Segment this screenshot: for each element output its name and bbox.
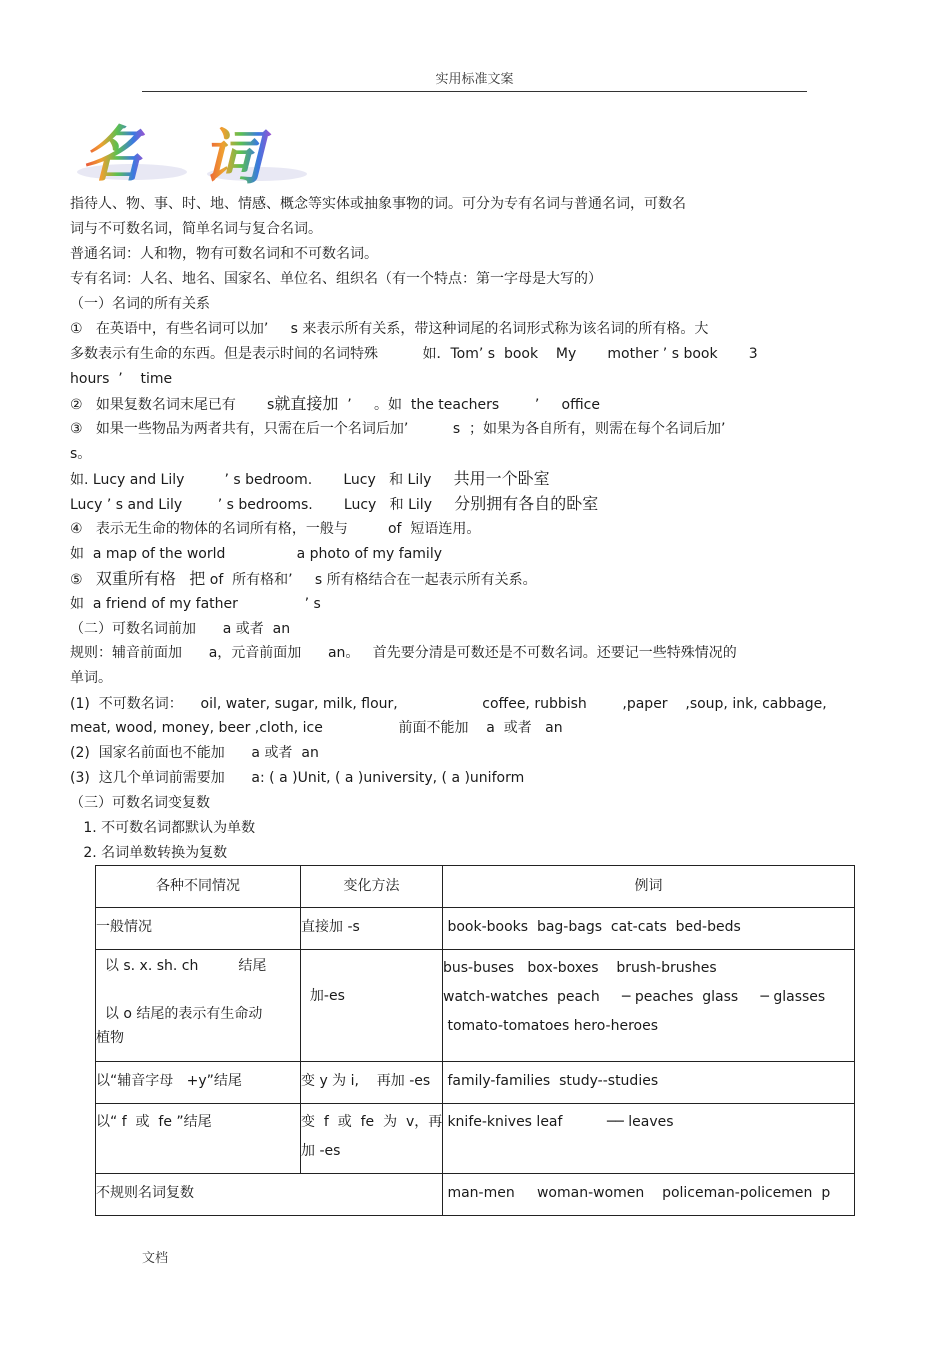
- special-a-line: (3) 这几个单词前需要加 a: ( a )Unit, ( a )university, ( a )uniform: [70, 770, 525, 786]
- rule-3-example-1-emphasis: 共用一个卧室: [453, 469, 550, 488]
- table-cell-method: 直接加 -s: [301, 908, 443, 950]
- table-cell-case: 不规则名词复数: [96, 1174, 443, 1216]
- intro-line-2: 词与不可数名词，简单名词与复合名词。: [70, 221, 322, 237]
- table-row: [96, 908, 855, 950]
- rule-2-emphasis: 就直接加: [274, 394, 339, 413]
- intro-line-1: 指待人、物、事、时、地、情感、概念等实体或抽象事物的词。可分为专有名词与普通名词，可数名: [70, 196, 686, 212]
- rule-1-line-3: hours ’ time: [70, 371, 173, 387]
- table-header-method: 变化方法: [301, 866, 443, 908]
- table-row: [96, 1104, 855, 1174]
- rule-3-example-2-emphasis: 分别拥有各自的卧室: [454, 494, 599, 513]
- country-name-line: (2) 国家名前面也不能加 a 或者 an: [70, 745, 319, 761]
- rule-2-line: [70, 394, 600, 415]
- common-noun-line: 普通名词：人和物，物有可数名词和不可数名词。: [70, 246, 378, 262]
- table-row: [96, 950, 855, 1062]
- table-cell-example: bus-buses box-boxes brush-brushes watch-watches peach ─ peaches glass ─ glasses tomato-tomatoes hero-heroes: [443, 950, 855, 1062]
- table-cell-example: man-men woman-women policeman-policemen p: [443, 1174, 855, 1216]
- rule-5-line: [70, 569, 537, 590]
- rule-3-example-2: [70, 494, 598, 515]
- header-divider: [142, 91, 807, 92]
- uncountable-line-1: (1) 不可数名词： oil, water, sugar, milk, flour, coffee, rubbish ,paper ,soup, ink, cabbage,: [70, 696, 827, 712]
- rule-4-example: 如 a map of the world a photo of my family: [70, 546, 442, 562]
- proper-noun-line: 专有名词：人名、地名、国家名、单位名、组织名（有一个特点：第一字母是大写的）: [70, 271, 602, 287]
- rule-5-emphasis: 双重所有格: [95, 569, 176, 588]
- rule-5-example: 如 a friend of my father ’ s: [70, 596, 321, 612]
- table-header-row: [96, 866, 855, 908]
- svg-text:名: 名: [82, 120, 142, 190]
- rule-3-example-1-text: 如. Lucy and Lily ’ s bedroom. Lucy 和 Lily: [70, 472, 432, 488]
- rule-1-line-2: 多数表示有生命的东西。但是表示时间的名词特殊 如．Tom’ s book My mother ’ s book 3: [70, 346, 758, 362]
- table-cell-case: 以 s. x. sh. ch 结尾 以 o 结尾的表示有生命动 植物: [96, 950, 301, 1062]
- section-1-heading: （一）名词的所有关系: [70, 296, 210, 312]
- table-row: [96, 1174, 855, 1216]
- svg-text:词: 词: [202, 123, 262, 190]
- table-cell-example: book-books bag-bags cat-cats bed-beds: [443, 908, 855, 950]
- section-2-heading: （二）可数名词前加 a 或者 an: [70, 621, 291, 637]
- section-3-item-2: 2. 名词单数转换为复数: [70, 845, 228, 861]
- section-3-heading: （三）可数名词变复数: [70, 795, 210, 811]
- section-2-rule-line-2: 单词。: [70, 670, 112, 686]
- rule-5-marker: ⑤: [70, 572, 83, 588]
- rule-3-example-1: [70, 469, 550, 490]
- table-cell-example: family-families study--studies: [443, 1062, 855, 1104]
- uncountable-line-2: meat, wood, money, beer ,cloth, ice 前面不能加 a 或者 an: [70, 720, 563, 736]
- table-header-example: 例词: [443, 866, 855, 908]
- page-header-title: 实用标准文案: [435, 72, 514, 87]
- rule-3-line-2: s。: [70, 446, 92, 462]
- noun-title-logo: [72, 120, 312, 190]
- table-cell-method: 加-es: [301, 950, 443, 1062]
- rule-4-line: ④ 表示无生命的物体的名词所有格，一般与 of 短语连用。: [70, 521, 481, 537]
- table-cell-case: 以“辅音字母 +y”结尾: [96, 1062, 301, 1104]
- table-cell-method: 变 f 或 fe 为 v，再 加 -es: [301, 1104, 443, 1174]
- page-footer: 文档: [142, 1251, 169, 1266]
- rule-3-example-2-text: Lucy ’ s and Lily ’ s bedrooms. Lucy 和 Lily: [70, 497, 432, 513]
- rule-1-line-1: ① 在英语中，有些名词可以加’ s 来表示所有关系，带这种词尾的名词形式称为该名词的所有格。大: [70, 321, 709, 337]
- rule-5-text: of 所有格和’ s 所有格结合在一起表示所有关系。: [205, 572, 537, 588]
- noun-logo-graphic: [72, 120, 312, 190]
- plural-rules-table: [95, 865, 855, 1216]
- table-row: [96, 1062, 855, 1104]
- section-3-item-1: 1. 不可数名词都默认为单数: [70, 820, 256, 836]
- table-cell-method: 变 y 为 i, 再加 -es: [301, 1062, 443, 1104]
- rule-5-emphasis-2: 把: [189, 569, 206, 588]
- rule-3-line-1: ③ 如果一些物品为两者共有，只需在后一个名词后加’ s ；如果为各自所有，则需在每个名词后加’: [70, 421, 726, 437]
- table-header-case: 各种不同情况: [96, 866, 301, 908]
- rule-2-example: ’ 。如 the teachers ’ office: [338, 397, 600, 413]
- table-cell-case: 以“ f 或 fe ”结尾: [96, 1104, 301, 1174]
- table-cell-case: 一般情况: [96, 908, 301, 950]
- table-cell-example: knife-knives leaf ── leaves: [443, 1104, 855, 1174]
- rule-2-text: ② 如果复数名词末尾已有 s: [70, 397, 275, 413]
- section-2-rule-line-1: 规则：辅音前面加 a，元音前面加 an。 首先要分清是可数还是不可数名词。还要记一些特殊情况的: [70, 645, 737, 661]
